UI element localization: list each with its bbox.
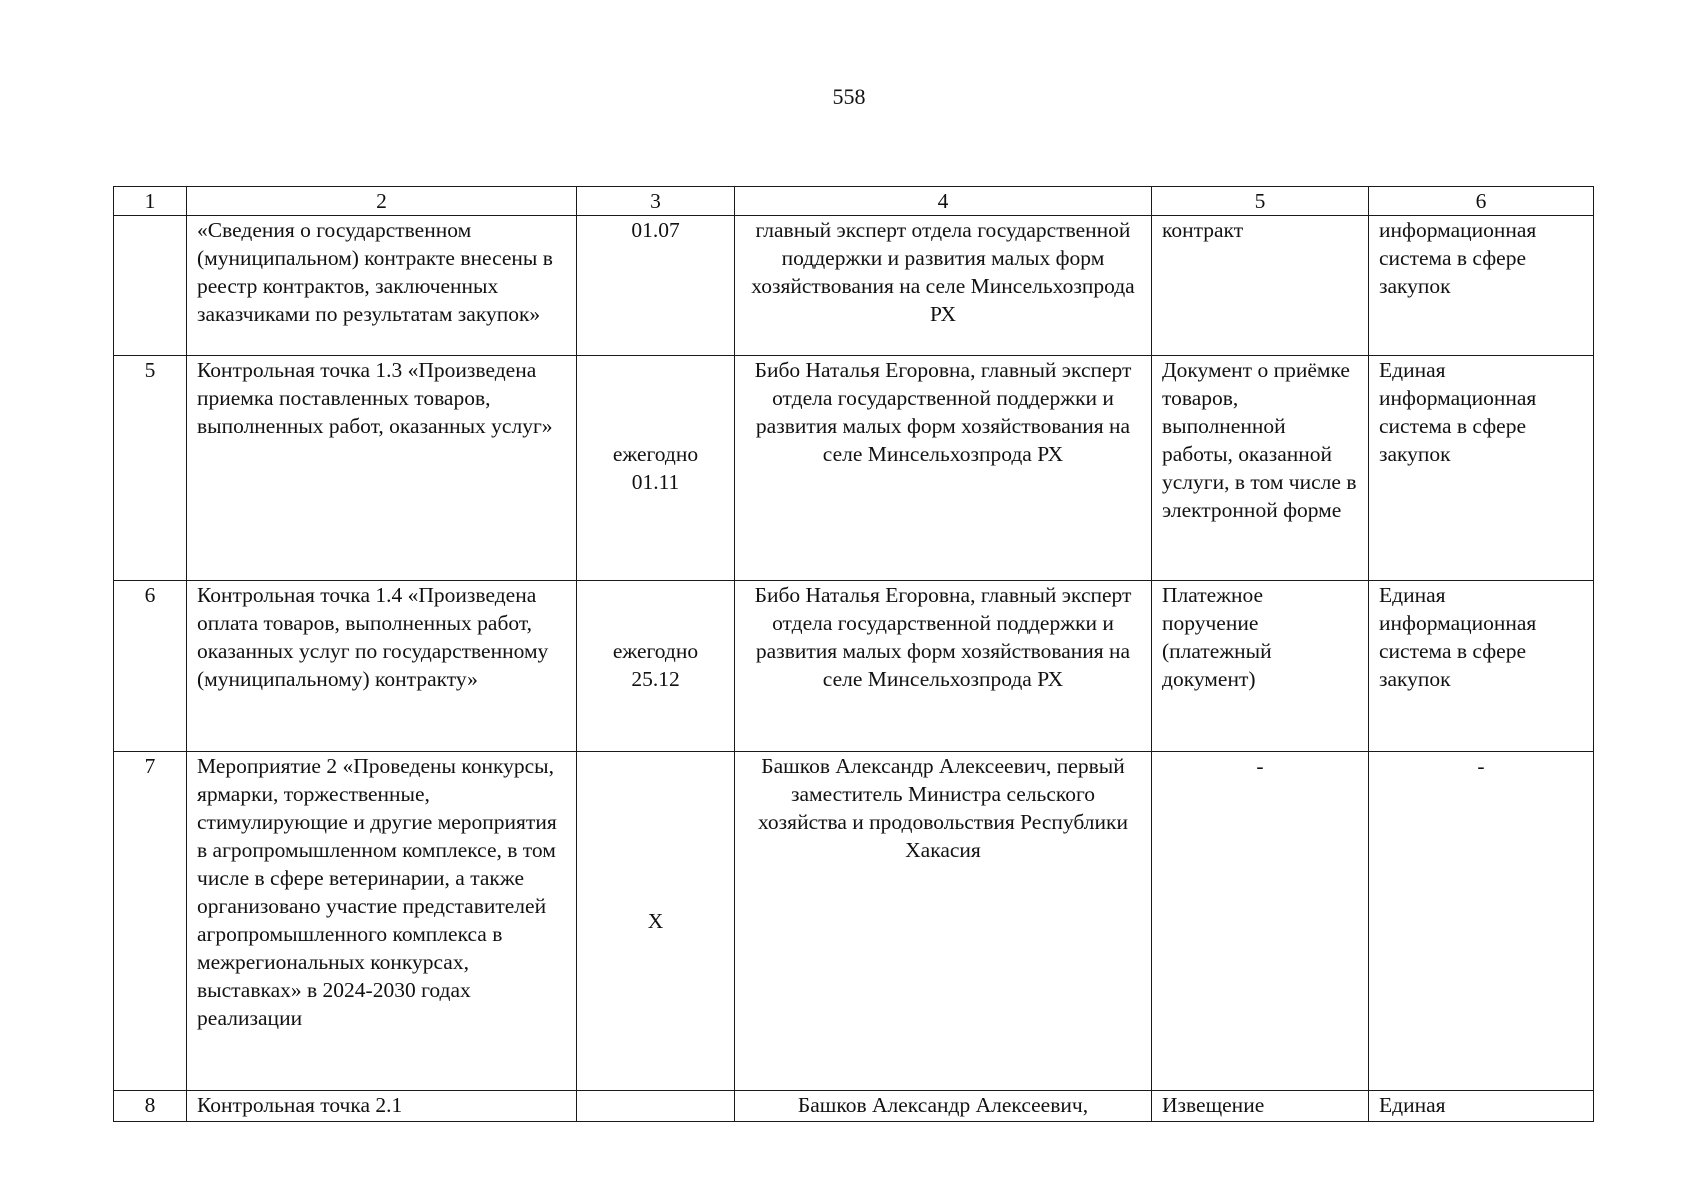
document-cell: Документ о приёмке товаров, выполненной работы, оказанной услуги, в том числе в электронной форме [1152,356,1369,581]
event-cell: Контрольная точка 1.3 «Произведена приемка поставленных товаров, выполненных работ, оказанных услуг» [187,356,577,581]
table-row [114,216,1594,356]
responsible-cell: Башков Александр Алексеевич, [735,1091,1152,1122]
table-row [114,356,1594,581]
system-cell: информационная система в сфере закупок [1369,216,1594,356]
table-row [114,581,1594,752]
table-header-row [114,187,1594,216]
column-header: 5 [1152,187,1369,216]
column-header: 4 [735,187,1152,216]
event-cell: Мероприятие 2 «Проведены конкурсы, ярмарки, торжественные, стимулирующие и другие мероприятия в агропромышленном комплексе, в том числе в сфере ветеринарии, а также организовано участие представителей агропромышленного комплекса в межрегиональных конкурсах, выставках» в 2024-2030 годах реализации [187,752,577,1091]
event-cell: Контрольная точка 2.1 [187,1091,577,1122]
row-number [114,216,187,356]
date-cell [577,1091,735,1122]
table-row [114,1091,1594,1122]
document-cell: - [1152,752,1369,1091]
column-header: 1 [114,187,187,216]
column-header: 3 [577,187,735,216]
responsible-cell: Бибо Наталья Егоровна, главный эксперт отдела государственной поддержки и развития малых форм хозяйствования на селе Минсельхозпрода РХ [735,581,1152,752]
responsible-cell: Бибо Наталья Егоровна, главный эксперт отдела государственной поддержки и развития малых форм хозяйствования на селе Минсельхозпрода РХ [735,356,1152,581]
document-cell: Извещение [1152,1091,1369,1122]
page-number: 558 [832,84,866,109]
document-cell: контракт [1152,216,1369,356]
row-number: 8 [114,1091,187,1122]
responsible-cell: Башков Александр Алексеевич, первый заместитель Министра сельского хозяйства и продовольствия Республики Хакасия [735,752,1152,1091]
date-cell: ежегодно 25.12 [577,581,735,752]
events-table [113,186,1594,1122]
system-cell: Единая информационная система в сфере закупок [1369,356,1594,581]
date-cell: 01.07 [577,216,735,356]
row-number: 6 [114,581,187,752]
system-cell: - [1369,752,1594,1091]
system-cell: Единая информационная система в сфере закупок [1369,581,1594,752]
event-cell: Контрольная точка 1.4 «Произведена оплата товаров, выполненных работ, оказанных услуг по государственному (муниципальному) контракту» [187,581,577,752]
table-row [114,752,1594,1091]
event-cell: «Сведения о государственном (муниципальном) контракте внесены в реестр контрактов, заключенных заказчиками по результатам закупок» [187,216,577,356]
document-cell: Платежное поручение (платежный документ) [1152,581,1369,752]
row-number: 5 [114,356,187,581]
date-cell: Х [577,752,735,1091]
responsible-cell: главный эксперт отдела государственной поддержки и развития малых форм хозяйствования на селе Минсельхозпрода РХ [735,216,1152,356]
column-header: 2 [187,187,577,216]
row-number: 7 [114,752,187,1091]
column-header: 6 [1369,187,1594,216]
date-cell: ежегодно 01.11 [577,356,735,581]
system-cell: Единая [1369,1091,1594,1122]
